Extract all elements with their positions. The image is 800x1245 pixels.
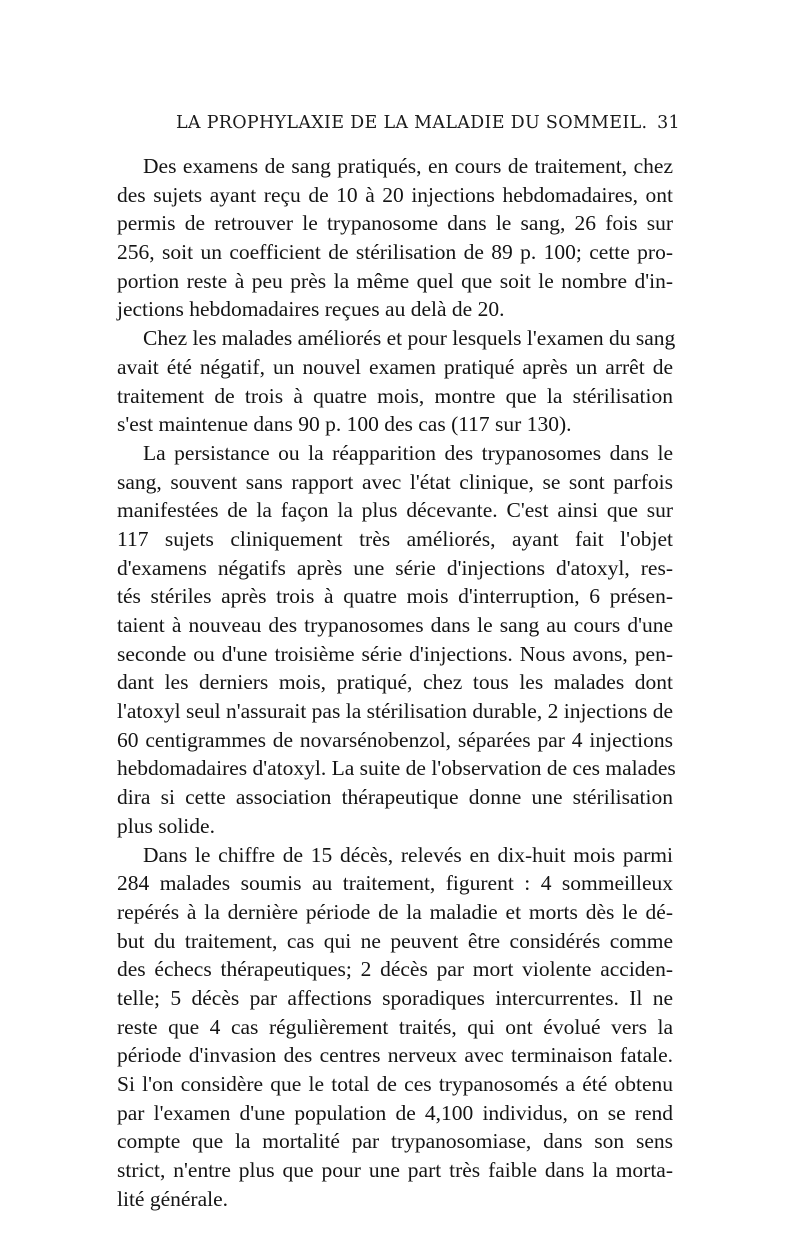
page-number: 31: [657, 113, 680, 133]
text-line: lité générale.: [117, 1186, 229, 1211]
text-line: Des examens de sang pratiqués, en cours de traitement, chez: [143, 154, 673, 178]
text-line: des sujets ayant reçu de 10 à 20 injections hebdomadaires, ont: [117, 182, 673, 207]
text-line: 117 sujets cliniquement très améliorés, ayant fait l'objet: [117, 526, 673, 551]
text-line: dant les derniers mois, pratiqué, chez tous les malades dont: [117, 670, 673, 695]
text-line: portion reste à peu près la même quel que soit le nombre d'in-: [117, 268, 673, 293]
text-line: l'atoxyl seul n'assurait pas la stérilisation durable, 2 injections de: [117, 699, 673, 724]
text-line: 256, soit un coefficient de stérilisation de 89 p. 100; cette pro-: [117, 240, 673, 265]
text-line: repérés à la dernière période de la maladie et morts dès le dé-: [117, 899, 673, 924]
text-line: traitement de trois à quatre mois, montre que la stérilisation: [117, 383, 673, 408]
text-line: tés stériles après trois à quatre mois d'interruption, 6 présen-: [117, 584, 673, 609]
text-line: but du traitement, cas qui ne peuvent être considérés comme: [117, 928, 673, 953]
text-line: s'est maintenue dans 90 p. 100 des cas (117 sur 130).: [117, 412, 572, 437]
running-title: LA PROPHYLAXIE DE LA MALADIE DU SOMMEIL.: [176, 113, 648, 133]
text-line: telle; 5 décès par affections sporadiques intercurrentes. Il ne: [117, 985, 673, 1010]
text-line: plus solide.: [117, 813, 215, 838]
text-line: dira si cette association thérapeutique donne une stérilisation: [117, 785, 673, 810]
text-line: Chez les malades améliorés et pour lesquels l'examen du sang: [143, 326, 676, 351]
text-line: reste que 4 cas régulièrement traités, qui ont évolué vers la: [117, 1014, 673, 1039]
text-line: 284 malades soumis au traitement, figurent : 4 sommeilleux: [117, 871, 673, 896]
body-text: [117, 152, 676, 1213]
text-line: Dans le chiffre de 15 décès, relevés en dix-huit mois parmi: [143, 842, 673, 867]
text-line: taient à nouveau des trypanosomes dans le sang au cours d'une: [117, 613, 673, 637]
text-line: strict, n'entre plus que pour une part très faible dans la morta-: [117, 1158, 673, 1183]
text-line: La persistance ou la réapparition des trypanosomes dans le: [143, 440, 673, 465]
text-line: d'examens négatifs après une série d'injections d'atoxyl, res-: [117, 555, 673, 580]
text-line: permis de retrouver le trypanosome dans le sang, 26 fois sur: [117, 211, 673, 236]
text-line: hebdomadaires d'atoxyl. La suite de l'observation de ces malades: [117, 756, 676, 781]
text-line: 60 centigrammes de novarsénobenzol, séparées par 4 injections: [117, 727, 673, 752]
text-line: manifestées de la façon la plus décevante. C'est ainsi que sur: [117, 498, 673, 523]
text-line: des échecs thérapeutiques; 2 décès par mort violente acciden-: [117, 957, 673, 982]
text-line: période d'invasion des centres nerveux avec terminaison fatale.: [117, 1043, 673, 1068]
page-header: [140, 113, 680, 143]
text-line: compte que la mortalité par trypanosomiase, dans son sens: [117, 1129, 673, 1154]
text-line: jections hebdomadaires reçues au delà de 20.: [117, 297, 505, 322]
text-line: seconde ou d'une troisième série d'injections. Nous avons, pen-: [117, 641, 673, 666]
text-line: avait été négatif, un nouvel examen pratiqué après un arrêt de: [117, 354, 673, 379]
text-line: sang, souvent sans rapport avec l'état clinique, se sont parfois: [117, 469, 673, 494]
text-line: Si l'on considère que le total de ces trypanosomés a été obtenu: [117, 1072, 673, 1096]
text-line: par l'examen d'une population de 4,100 individus, on se rend: [117, 1100, 673, 1125]
